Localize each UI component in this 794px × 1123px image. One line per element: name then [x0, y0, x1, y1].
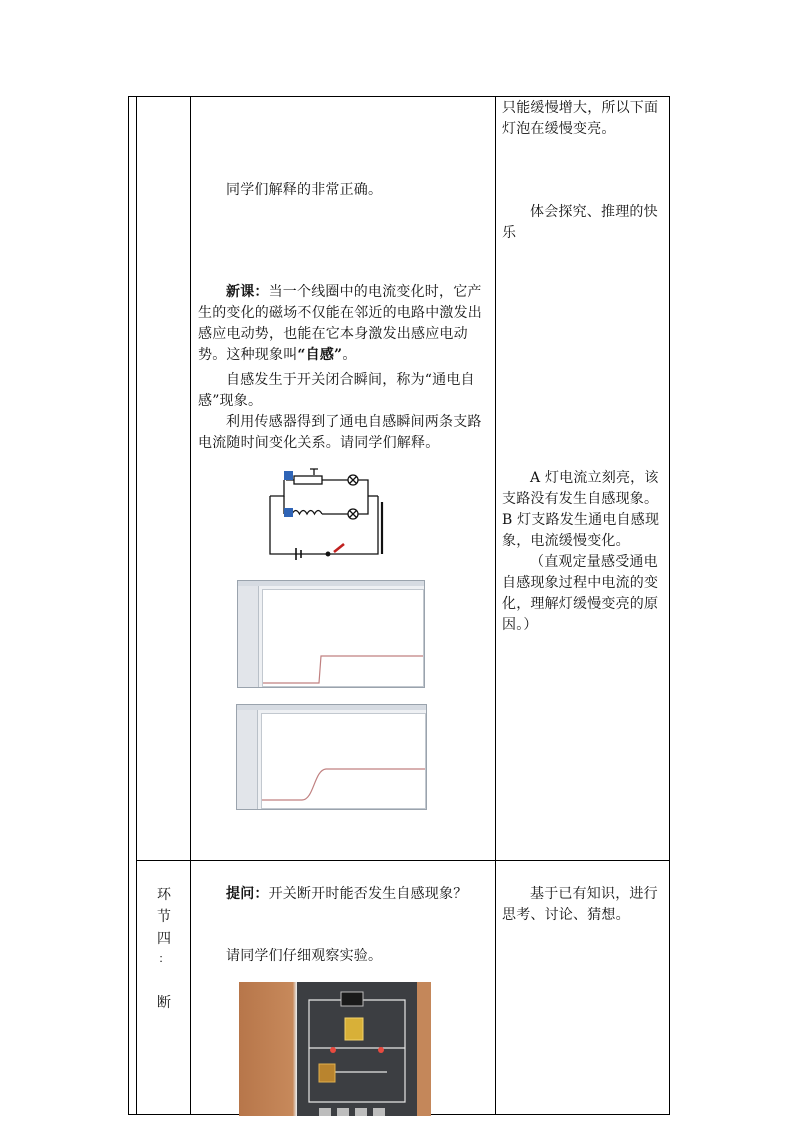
switch-post	[326, 552, 330, 556]
observe-paragraph: 请同学们仔细观察实验。	[226, 948, 383, 964]
column-divider-1	[190, 96, 191, 1115]
question-paragraph: 提问：开关断开时能否发生自感现象？	[226, 886, 468, 902]
row-divider	[136, 860, 670, 861]
new-lesson-label: 新课：	[226, 284, 269, 300]
self-inductance-term: “自感”	[297, 347, 343, 363]
self-inductance-paragraph: 自感发生于开关闭合瞬间，称为“通电自 感”现象。	[198, 372, 475, 409]
sensor-screenshot-b	[236, 704, 427, 810]
sensor-paragraph: 利用传感器得到了通电自感瞬间两条支路 电流随时间变化关系。请同学们解释。	[198, 414, 482, 451]
col3-experience-text: 体会探究、推理的快 乐	[502, 204, 658, 241]
rheostat-slider	[310, 469, 318, 475]
table-right-border	[669, 96, 670, 1115]
table-top-border	[128, 96, 670, 97]
question-label: 提问：	[226, 886, 269, 902]
circuit-wire-top-left	[270, 480, 284, 496]
sensor-screenshot-a	[237, 580, 425, 688]
circuit-diagram	[262, 466, 386, 562]
praise-paragraph: 同学们解释的非常正确。	[226, 182, 383, 198]
column-divider-2	[495, 96, 496, 1115]
step-label: 环 节 四 ： 断	[157, 887, 171, 1011]
new-lesson-paragraph: 新课：当一个线圈中的电流变化时，它产 生的变化的磁场不仅能在邻近的电路中激发出 感应电动势，也能在它本身激发出感应电动 势。这种现象叫“自感”。	[198, 284, 482, 363]
sensor-a	[284, 471, 293, 480]
col3-think-text: 基于已有知识，进行 思考、讨论、猜想。	[502, 886, 658, 923]
current-curve-a	[263, 590, 423, 686]
table-left-border	[136, 96, 137, 1115]
switch-lever	[334, 544, 344, 552]
col3-top-text: 只能缓慢增大，所以下面 灯泡在缓慢变亮。	[502, 100, 659, 137]
circuit-wire	[270, 496, 378, 554]
rheostat	[294, 476, 322, 484]
sensor-b	[284, 508, 293, 517]
table-left-border-outer	[128, 96, 129, 1115]
inductor-coil	[292, 511, 322, 515]
col3-analysis-text: A 灯电流立刻亮，该 支路没有发生自感现象。 B 灯支路发生通电自感现 象，电流缓慢变化。 （直观定量感受通电 自感现象过程中电流的变 化，理解灯缓慢变亮的原 因。）	[502, 470, 660, 633]
current-curve-b	[262, 714, 425, 808]
experiment-board-photo	[239, 982, 431, 1116]
